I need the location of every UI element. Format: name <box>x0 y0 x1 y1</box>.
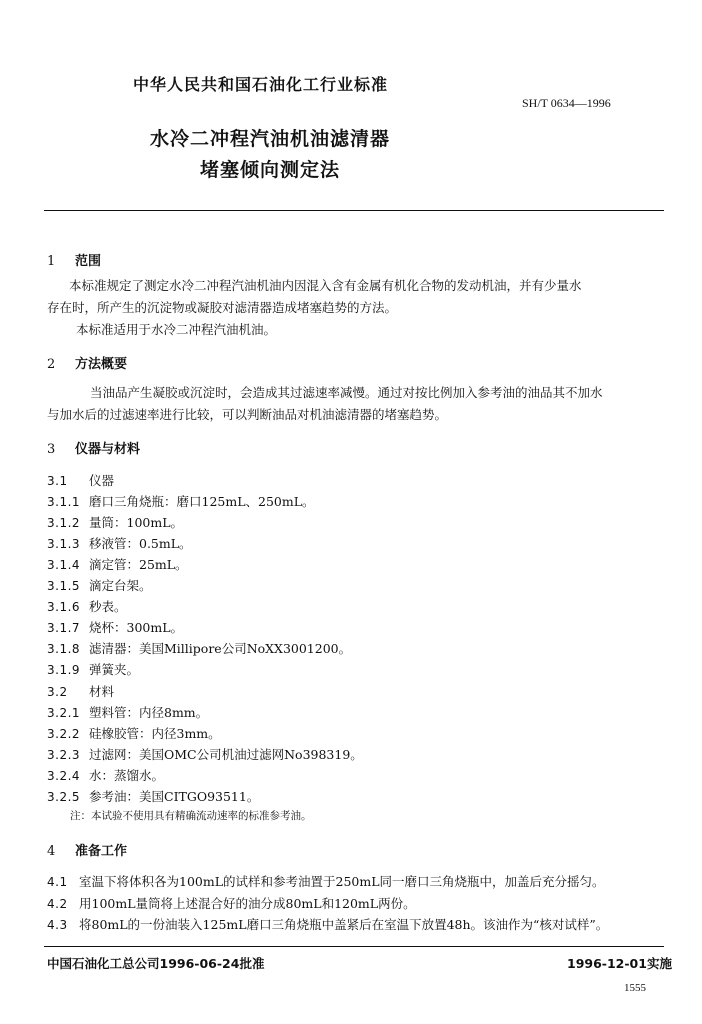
paragraph: 本标准适用于水冷二冲程汽油机油。 <box>76 322 277 337</box>
list-item <box>47 471 114 489</box>
item-number: 3.1.1 <box>47 495 81 509</box>
list-item <box>47 513 183 531</box>
item-number: 3.1.2 <box>47 516 81 530</box>
standard-code: SH/T 0634—1996 <box>522 96 611 110</box>
item-text: 材料 <box>89 684 115 699</box>
item-text: 水：蒸馏水。 <box>89 768 165 783</box>
item-text: 量筒：100mL。 <box>89 515 184 530</box>
list-item <box>47 872 605 890</box>
item-text: 移液管：0.5mL。 <box>89 536 192 551</box>
item-number: 3.2 <box>47 685 68 699</box>
item-text: 硅橡胶管：内径3mm。 <box>89 726 221 741</box>
section-2-heading <box>47 353 127 372</box>
item-text: 用100mL量筒将上述混合好的油分成80mL和120mL两份。 <box>79 896 416 911</box>
doc-title-line1: 水冷二冲程汽油机油滤清器 <box>150 128 391 150</box>
list-item <box>47 492 315 510</box>
item-number: 3.2.5 <box>47 790 81 804</box>
section-title: 准备工作 <box>75 844 128 859</box>
item-number: 3.2.3 <box>47 748 81 762</box>
paragraph: 存在时，所产生的沉淀物或凝胶对滤清器造成堵塞趋势的方法。 <box>47 300 398 315</box>
list-item <box>47 534 192 552</box>
item-text: 过滤网：美国OMC公司机油过滤网No398319。 <box>89 747 363 762</box>
header-divider <box>44 210 664 211</box>
list-item <box>47 682 114 700</box>
list-item <box>47 597 127 615</box>
item-number: 3.1.3 <box>47 537 81 551</box>
item-text: 塑料管：内径8mm。 <box>89 705 209 720</box>
note: 注：本试验不使用具有精确流动速率的标准参考油。 <box>70 810 312 822</box>
list-item <box>47 724 221 742</box>
item-number: 3.2.4 <box>47 769 81 783</box>
item-text: 滴定台架。 <box>89 578 152 593</box>
item-number: 3.2.2 <box>47 727 81 741</box>
section-number: 1 <box>47 254 56 269</box>
item-text: 参考油：美国CITGO93511。 <box>89 789 260 804</box>
item-number: 3.1.6 <box>47 600 81 614</box>
item-text: 将80mL的一份油装入125mL磨口三角烧瓶中盖紧后在室温下放置48h。该油作为“核对试样”。 <box>79 917 609 932</box>
section-3-heading <box>47 438 140 457</box>
paragraph: 当油品产生凝胶或沉淀时，会造成其过滤速率减慢。通过对按比例加入参考油的油品其不加水 <box>90 385 603 400</box>
doc-title-line2: 堵塞倾向测定法 <box>200 159 341 181</box>
item-number: 3.1.7 <box>47 621 81 635</box>
item-number: 3.2.1 <box>47 706 81 720</box>
section-title: 范围 <box>75 254 102 269</box>
paragraph: 与加水后的过滤速率进行比较，可以判断油品对机油滤清器的堵塞趋势。 <box>47 407 448 422</box>
list-item <box>47 766 164 784</box>
item-text: 滤清器：美国Millipore公司NoXX3001200。 <box>89 641 352 656</box>
item-text: 滴定管：25mL。 <box>89 557 188 572</box>
list-item <box>47 639 351 657</box>
item-text: 仪器 <box>89 473 115 488</box>
section-title: 方法概要 <box>75 357 128 372</box>
effective-date: 1996-12-01实施 <box>567 956 672 971</box>
item-number: 3.1 <box>47 474 68 488</box>
section-title: 仪器与材料 <box>75 442 141 457</box>
list-item <box>47 703 208 721</box>
list-item <box>47 555 188 573</box>
list-item <box>47 787 259 805</box>
section-number: 2 <box>47 357 56 372</box>
item-text: 弹簧夹。 <box>89 662 140 677</box>
list-item <box>47 576 152 594</box>
list-item <box>47 660 139 678</box>
paragraph: 本标准规定了测定水冷二冲程汽油机油内因混入含有金属有机化合物的发动机油，并有少量水 <box>69 278 582 293</box>
item-number: 3.1.9 <box>47 663 81 677</box>
item-number: 3.1.5 <box>47 579 81 593</box>
section-4-heading <box>47 840 127 859</box>
footer-divider <box>44 946 664 947</box>
section-number: 4 <box>47 844 56 859</box>
item-number: 4.1 <box>47 875 68 889</box>
list-item <box>47 894 416 912</box>
item-number: 4.3 <box>47 918 68 932</box>
item-text: 烧杯：300mL。 <box>89 620 184 635</box>
org-title: 中华人民共和国石油化工行业标准 <box>133 75 389 94</box>
approval-line: 中国石油化工总公司1996-06-24批准 <box>47 956 265 971</box>
list-item <box>47 745 363 763</box>
list-item <box>47 618 183 636</box>
item-number: 4.2 <box>47 897 68 911</box>
list-item <box>47 915 608 933</box>
item-number: 3.1.8 <box>47 642 81 656</box>
section-number: 3 <box>47 442 56 457</box>
item-text: 室温下将体积各为100mL的试样和参考油置于250mL同一磨口三角烧瓶中，加盖后充分摇匀。 <box>79 874 605 889</box>
section-1-heading <box>47 250 101 269</box>
item-text: 秒表。 <box>89 599 127 614</box>
item-text: 磨口三角烧瓶：磨口125mL、250mL。 <box>89 494 315 509</box>
page-number: 1555 <box>624 982 646 994</box>
item-number: 3.1.4 <box>47 558 81 572</box>
